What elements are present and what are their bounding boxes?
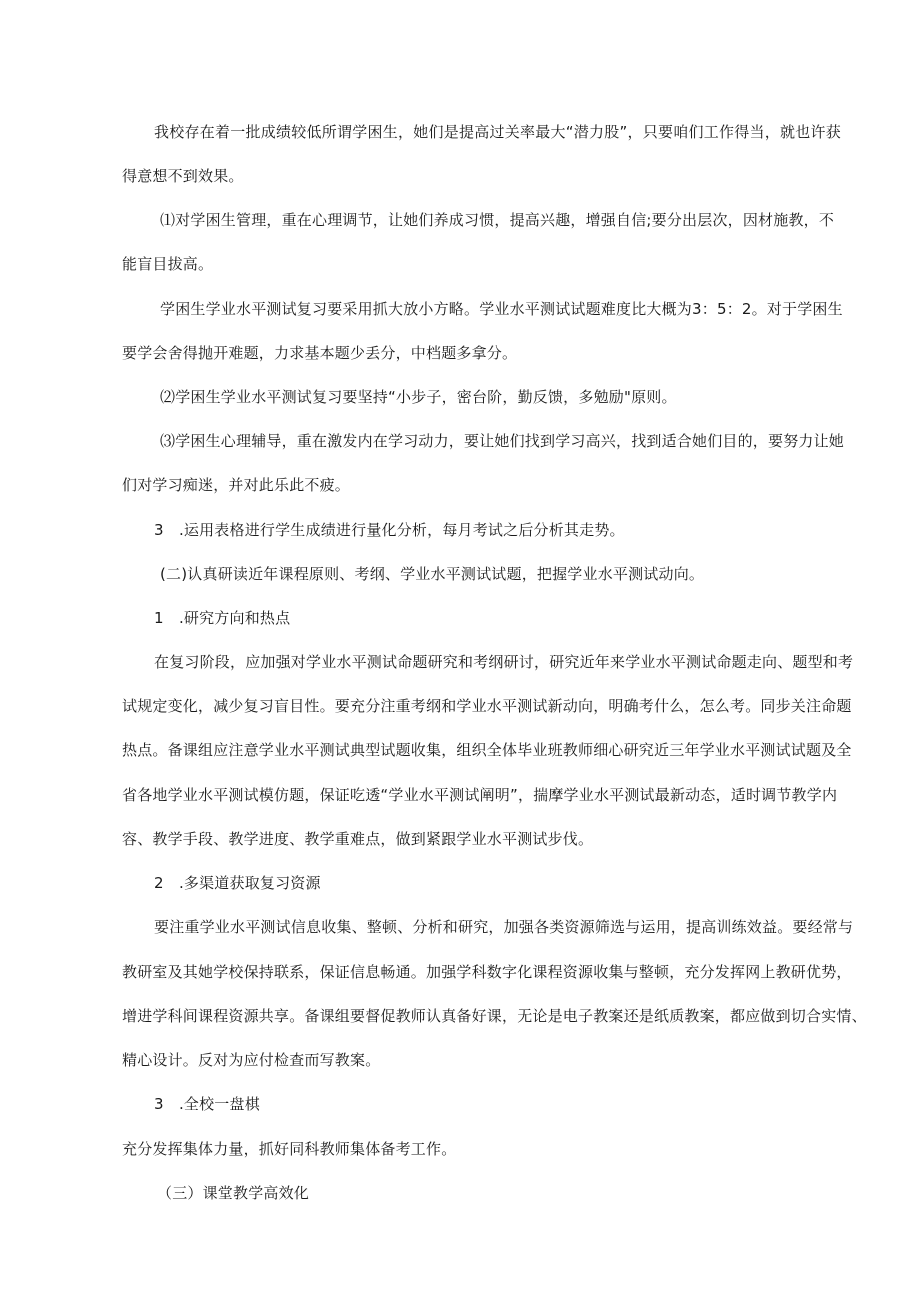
text-line: 3 .运用表格进行学生成绩进行量化分析，每月考试之后分析其走势。 — [154, 521, 625, 539]
text-line: 容、教学手段、教学进度、教学重难点，做到紧跟学业水平测试步伐。 — [122, 830, 594, 848]
text-line: (二)认真研读近年课程原则、考纲、学业水平测试试题，把握学业水平测试动向。 — [160, 565, 705, 583]
text-line: ⑴对学困生管理，重在心理调节，让她们养成习惯，提高兴趣，增强自信;要分出层次，因材施教，不 — [160, 211, 835, 229]
text-line: 增进学科间课程资源共享。备课组要督促教师认真备好课，无论是电子教案还是纸质教案，都应做到切合实情、 — [122, 1007, 867, 1025]
text-line: 得意想不到效果。 — [122, 167, 244, 185]
text-line: 热点。备课组应注意学业水平测试典型试题收集，组织全体毕业班教师细心研究近三年学业水平测试试题及全 — [122, 741, 852, 759]
text-line: 要注重学业水平测试信息收集、整顿、分析和研究，加强各类资源筛选与运用，提高训练效益。要经常与 — [154, 918, 854, 936]
text-line: 在复习阶段，应加强对学业水平测试命题研究和考纲研讨，研究近年来学业水平测试命题走向、题型和考 — [154, 653, 854, 671]
text-line: 精心设计。反对为应付检查而写教案。 — [122, 1051, 381, 1069]
text-line: 3 .全校一盘棋 — [154, 1095, 260, 1113]
text-line: 2 .多渠道获取复习资源 — [154, 874, 321, 892]
text-line: 能盲目拔高。 — [122, 255, 214, 273]
text-line: 试规定变化，减少复习盲目性。要充分注重考纲和学业水平测试新动向，明确考什么，怎么考。同步关注命题 — [122, 697, 852, 715]
text-line: 教研室及其她学校保持联系，保证信息畅通。加强学科数字化课程资源收集与整顿，充分发挥网上教研优势， — [122, 963, 852, 981]
text-line: （三）课堂教学高效化 — [157, 1184, 310, 1202]
text-line: 们对学习痴迷，并对此乐此不疲。 — [122, 476, 351, 494]
text-line: 我校存在着一批成绩较低所谓学困生，她们是提高过关率最大“潜力股”，只要咱们工作得当，就也许获 — [154, 123, 842, 141]
text-line: 1 .研究方向和热点 — [154, 609, 291, 627]
text-line: 省各地学业水平测试模仿题，保证吃透“学业水平测试阐明”，揣摩学业水平测试最新动态，适时调节教学内 — [122, 786, 838, 804]
text-line: 充分发挥集体力量，抓好同科教师集体备考工作。 — [122, 1140, 457, 1158]
text-line: 学困生学业水平测试复习要采用抓大放小方略。学业水平测试试题难度比大概为3：5：2。对于学困生 — [160, 300, 843, 318]
text-line: ⑵学困生学业水平测试复习要坚持“小步子，密台阶，勤反馈，多勉励"原则。 — [160, 388, 677, 406]
text-line: 要学会舍得抛开难题，力求基本题少丢分，中档题多拿分。 — [122, 344, 518, 362]
text-line: ⑶学困生心理辅导，重在激发内在学习动力，要让她们找到学习高兴，找到适合她们目的，要努力让她 — [160, 432, 845, 450]
